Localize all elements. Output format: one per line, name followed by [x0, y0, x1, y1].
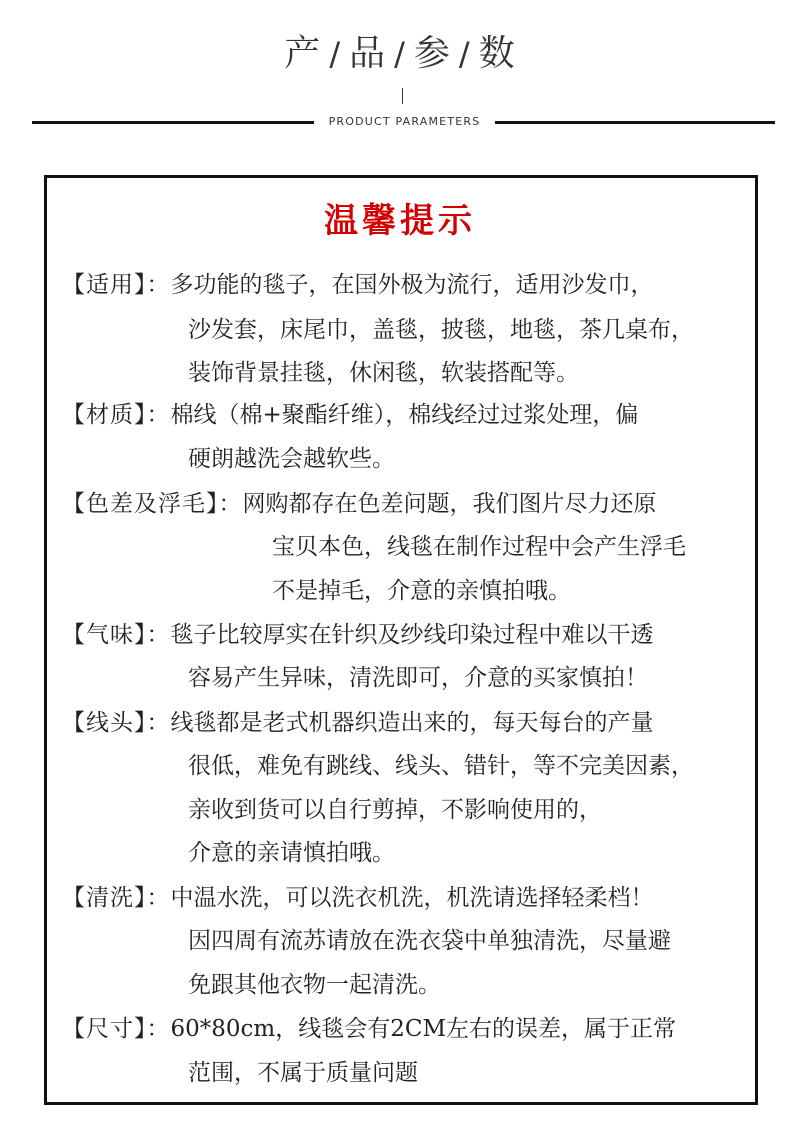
page-title-char: 数: [478, 33, 516, 74]
header-rule-right: [495, 121, 775, 124]
section-thread-text: 线毯都是老式机器织造出来的，每天每台的产量: [170, 710, 654, 736]
page-title-char: 品: [349, 33, 387, 74]
section-material-line: [62, 399, 638, 431]
section-color-label: 【色差及浮毛】：: [62, 491, 243, 517]
section-color-line: [62, 488, 657, 520]
section-smell-line: [62, 619, 654, 651]
section-thread-line: 亲收到货可以自行剪掉，不影响使用的，: [188, 797, 602, 823]
title-separator: /: [458, 35, 471, 73]
page-title-char: 产: [284, 33, 322, 74]
section-thread-line: 介意的亲请慎拍哦。: [188, 840, 395, 866]
section-material-line: 硬朗越洗会越软些。: [188, 446, 395, 472]
page-title-char: 参: [413, 33, 451, 74]
title-separator: /: [394, 35, 406, 73]
section-wash-text: 中温水洗，可以洗衣机洗，机洗请选择轻柔档！: [170, 885, 654, 911]
header-tick-divider: [402, 88, 403, 104]
section-wash-line: 免跟其他衣物一起清洗。: [188, 972, 441, 998]
section-usage-text: 多功能的毯子，在国外极为流行，适用沙发巾，: [170, 272, 654, 298]
title-separator: /: [329, 35, 342, 73]
section-color-line: 宝贝本色，线毯在制作过程中会产生浮毛: [272, 534, 686, 560]
section-color-line: 不是掉毛，介意的亲慎拍哦。: [272, 578, 571, 604]
section-usage-line: 沙发套，床尾巾，盖毯，披毯，地毯，茶几桌布，: [188, 317, 694, 343]
section-size-line: 范围，不属于质量问题: [188, 1060, 418, 1086]
section-smell-line: 容易产生异味，清洗即可，介意的买家慎拍！: [188, 665, 648, 691]
section-smell-label: 【气味】：: [62, 622, 171, 648]
section-size-label: 【尺寸】：: [62, 1016, 171, 1042]
section-wash-line: [62, 882, 654, 914]
page-title: [0, 30, 800, 78]
section-thread-line: [62, 707, 654, 739]
notice-title: 温馨提示: [324, 201, 476, 241]
section-material-label: 【材质】：: [62, 402, 171, 428]
section-thread-line: 很低，难免有跳线、线头、错针，等不完美因素，: [188, 753, 694, 779]
section-wash-label: 【清洗】：: [62, 885, 171, 911]
header-rule-left: [32, 121, 314, 124]
section-color-text: 网购都存在色差问题，我们图片尽力还原: [242, 491, 657, 517]
section-thread-label: 【线头】：: [62, 710, 171, 736]
section-size-line: [62, 1013, 676, 1045]
section-usage-line: [62, 269, 654, 301]
section-material-text: 棉线（棉+聚酯纤维），棉线经过过浆处理，偏: [170, 402, 639, 428]
section-size-text: 60*80cm，线毯会有2CM左右的误差，属于正常: [170, 1016, 677, 1042]
section-usage-label: 【适用】：: [62, 272, 171, 298]
page-subtitle: PRODUCT PARAMETERS: [328, 115, 481, 128]
section-usage-line: 装饰背景挂毯，休闲毯，软装搭配等。: [188, 360, 579, 386]
section-wash-line: 因四周有流苏请放在洗衣袋中单独清洗，尽量避: [188, 928, 671, 954]
section-smell-text: 毯子比较厚实在针织及纱线印染过程中难以干透: [170, 622, 654, 648]
